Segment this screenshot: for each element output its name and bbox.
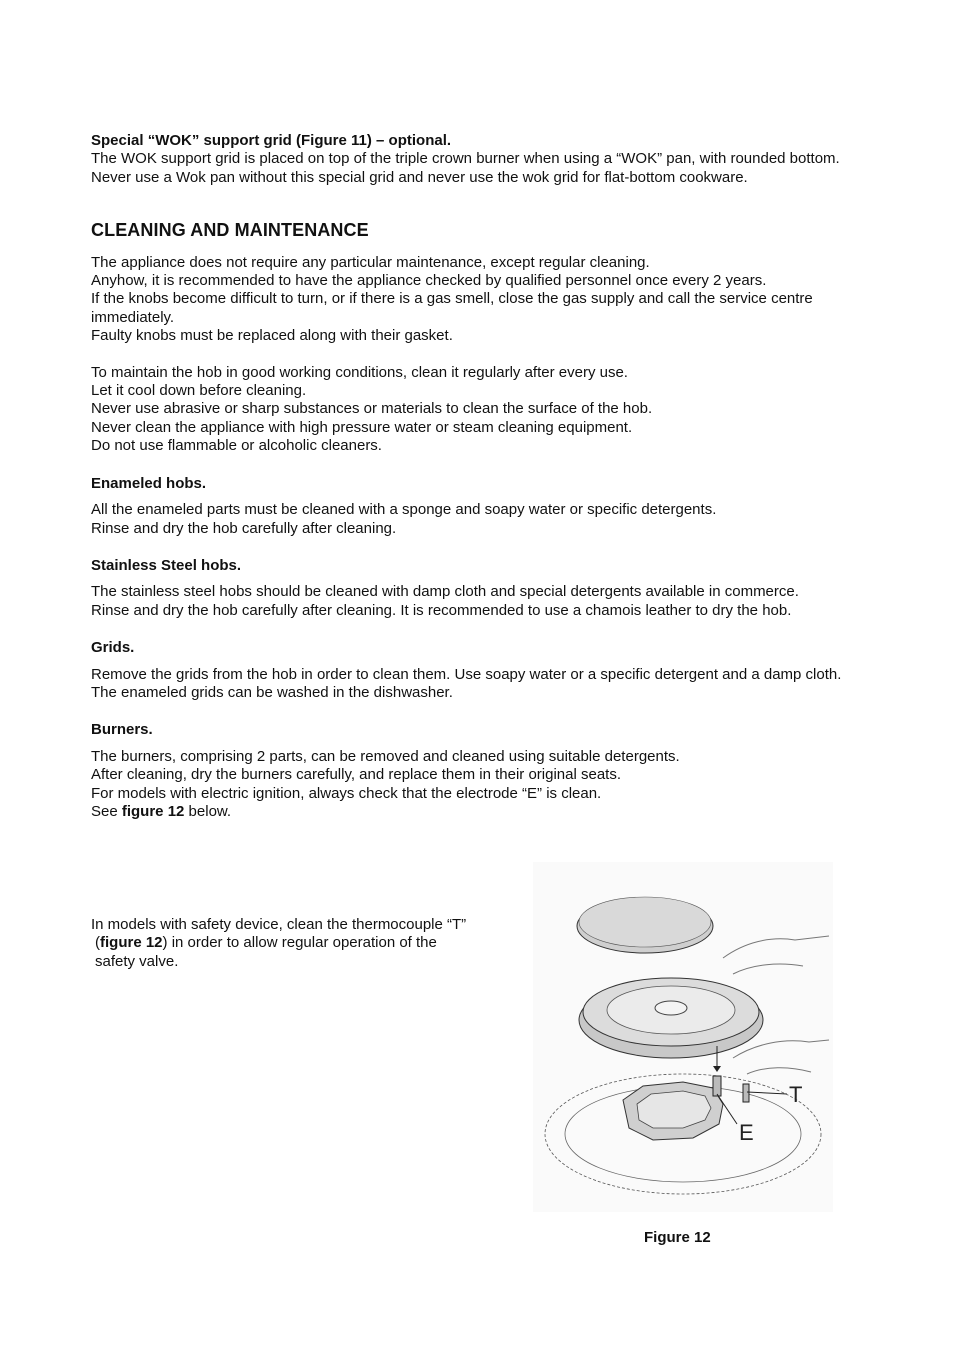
see-figure-ref: figure 12 bbox=[121, 802, 185, 820]
burner-cap-top bbox=[579, 897, 711, 947]
see-suffix: below. bbox=[184, 802, 232, 820]
grids-line-2: The enameled grids can be washed in the dishwasher. bbox=[91, 683, 453, 701]
thermocouple bbox=[743, 1084, 749, 1102]
cleaning-p2-line-5: Do not use flammable or alcoholic cleaners. bbox=[91, 437, 382, 455]
wok-line-2: Never use a Wok pan without this special grid and never use the wok grid for flat-bottom cookware. bbox=[91, 168, 748, 186]
electrode bbox=[713, 1076, 721, 1096]
cleaning-p2-line-4: Never clean the appliance with high pressure water or steam cleaning equipment. bbox=[91, 418, 633, 436]
spreader-center bbox=[655, 1001, 687, 1015]
burners-line-1: The burners, comprising 2 parts, can be removed and cleaned using suitable detergents. bbox=[91, 747, 680, 765]
cleaning-p1-line-2: Anyhow, it is recommended to have the appliance checked by qualified personnel once every 2 years. bbox=[91, 272, 767, 290]
enameled-heading: Enameled hobs. bbox=[91, 474, 207, 492]
section-title: CLEANING AND MAINTENANCE bbox=[91, 220, 369, 241]
cleaning-p1-line-3: If the knobs become difficult to turn, or if there is a gas smell, close the gas supply and call the service centre immediately. bbox=[91, 290, 813, 326]
thermo-line-1: In models with safety device, clean the thermocouple “T” bbox=[91, 916, 467, 933]
cleaning-p1-line-4: Faulty knobs must be replaced along with their gasket. bbox=[91, 327, 453, 345]
burners-line-3: For models with electric ignition, always check that the electrode “E” is clean. bbox=[91, 784, 602, 802]
see-prefix: See bbox=[91, 802, 122, 820]
enameled-line-1: All the enameled parts must be cleaned with a sponge and soapy water or specific detergents. bbox=[91, 501, 717, 519]
thermo-line-3: safety valve. bbox=[95, 952, 179, 970]
thermo-figure-ref: figure 12 bbox=[100, 934, 163, 952]
figure-caption: Figure 12 bbox=[644, 1229, 711, 1246]
thermo-rest: ) in order to allow regular operation of the bbox=[162, 934, 437, 952]
cleaning-p1-line-1: The appliance does not require any particular maintenance, except regular cleaning. bbox=[91, 253, 650, 271]
stainless-line-1: The stainless steel hobs should be cleaned with damp cloth and special detergents available in commerce. bbox=[91, 583, 799, 601]
grids-line-1: Remove the grids from the hob in order to clean them. Use soapy water or a specific detergent and a damp cloth. bbox=[91, 665, 842, 683]
burner-illustration bbox=[533, 862, 833, 1212]
stainless-heading: Stainless Steel hobs. bbox=[91, 556, 242, 574]
thermo-paren: ( bbox=[95, 934, 100, 952]
burners-heading: Burners. bbox=[91, 721, 153, 739]
burners-line-2: After cleaning, dry the burners carefully, and replace them in their original seats. bbox=[91, 766, 621, 784]
label-t: T bbox=[789, 1082, 803, 1107]
thermo-line-2 bbox=[91, 934, 511, 952]
grids-heading: Grids. bbox=[91, 639, 135, 657]
label-e: E bbox=[739, 1120, 754, 1145]
burner-drawing bbox=[533, 862, 833, 1212]
stainless-line-2: Rinse and dry the hob carefully after cleaning. It is recommended to use a chamois leather to dry the hob. bbox=[91, 601, 792, 619]
wok-heading: Special “WOK” support grid (Figure 11) – optional. bbox=[91, 132, 452, 149]
cleaning-p2-line-2: Let it cool down before cleaning. bbox=[91, 382, 307, 400]
enameled-line-2: Rinse and dry the hob carefully after cleaning. bbox=[91, 519, 397, 537]
document-body bbox=[91, 132, 871, 821]
cleaning-p2-line-1: To maintain the hob in good working conditions, clean it regularly after every use. bbox=[91, 363, 628, 381]
wok-line-1: The WOK support grid is placed on top of the triple crown burner when using a “WOK” pan, with rounded bottom. bbox=[91, 150, 840, 168]
thermocouple-note bbox=[91, 916, 511, 971]
cleaning-p2-line-3: Never use abrasive or sharp substances or materials to clean the surface of the hob. bbox=[91, 400, 653, 418]
burners-see-line bbox=[91, 803, 871, 821]
